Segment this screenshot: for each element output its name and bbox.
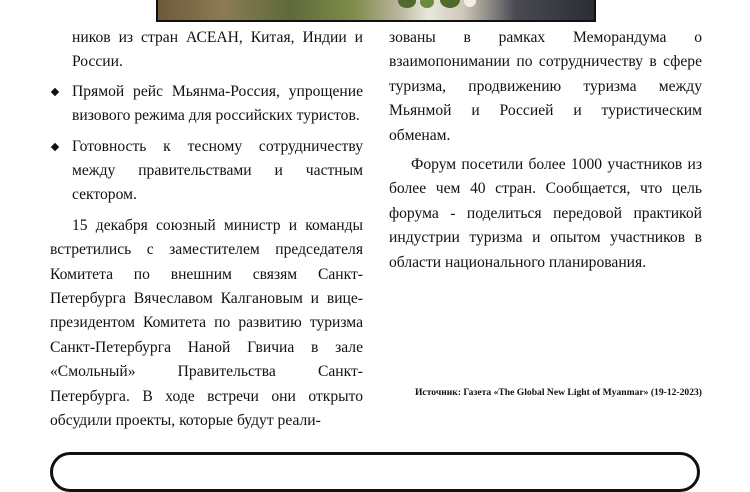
bottom-frame <box>50 452 700 492</box>
source-credit: Источник: Газета «The Global New Light of Myanmar» (19-12-2023) <box>414 387 702 398</box>
bullet-item <box>50 80 363 129</box>
flower-decoration <box>420 0 434 8</box>
bullet-text: Готовность к тесному сотрудничеству между правительствами и частным сектором. <box>72 137 363 204</box>
flower-decoration <box>398 0 416 8</box>
bullet-item <box>50 135 363 208</box>
left-column <box>50 26 363 434</box>
right-column <box>389 26 702 275</box>
bullet-list <box>50 80 363 208</box>
left-paragraph: 15 декабря союзный министр и команды встретились с заместителем председателя Комитета по внешним связям Санкт-Петербурга Вячеславом Калгановым и вице-президентом Комитета по развитию туризма Санкт-Петербурга Наной Гвичиа в зале «Смольный» Правительства Санкт-Петербурга. В ходе встречи они открыто обсудили проекты, которые будут реали- <box>50 216 363 430</box>
diamond-bullet-icon <box>51 88 59 96</box>
article-photo <box>156 0 596 22</box>
right-continuation-text: зованы в рамках Меморандума о взаимопонимании по сотрудничеству в сфере туризма, продвижению туризма между Мьянмой и Россией и туристическим обменам. <box>389 29 702 144</box>
right-paragraph: Форум посетили более 1000 участников из более чем 40 стран. Сообщается, что цель форума - поделиться передовой практикой индустрии туризма и опытом участников в области национального планирования. <box>389 156 702 271</box>
flower-decoration <box>464 0 476 7</box>
diamond-bullet-icon <box>51 142 59 150</box>
bullet-text: Прямой рейс Мьянма-Россия, упрощение визового режима для российских туристов. <box>72 82 363 125</box>
flower-decoration <box>440 0 460 8</box>
left-continuation-text: ников из стран АСЕАН, Китая, Индии и России. <box>72 29 363 71</box>
